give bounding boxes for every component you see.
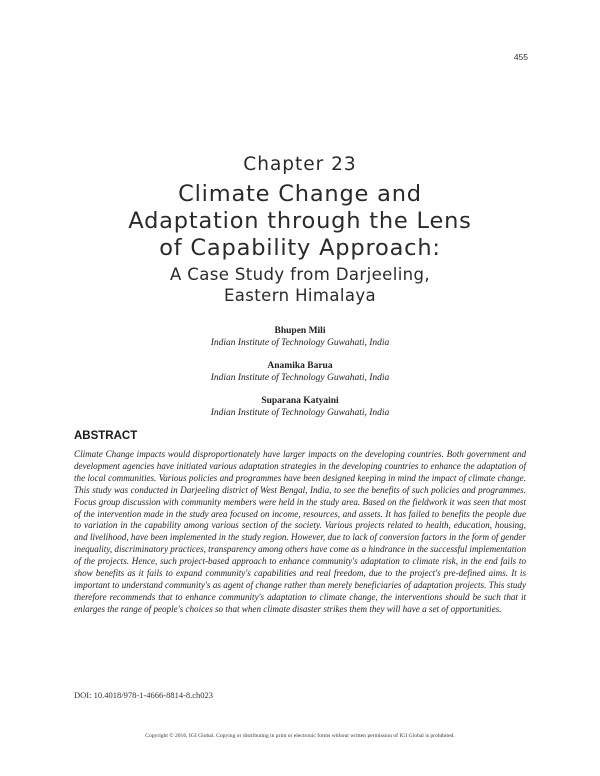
title-line: of Capability Approach: — [159, 235, 441, 261]
abstract-heading: ABSTRACT — [74, 430, 138, 442]
subtitle-line: Eastern Himalaya — [223, 286, 377, 305]
author-block — [0, 325, 600, 349]
title-line: Climate Change and — [178, 181, 422, 207]
author-block — [0, 395, 600, 419]
subtitle-line: A Case Study from Darjeeling, — [169, 265, 431, 284]
author-block — [0, 360, 600, 384]
chapter-subtitle — [0, 264, 600, 306]
author-affiliation: Indian Institute of Technology Guwahati, India — [210, 338, 390, 348]
copyright-notice: Copyright © 2016, IGI Global. Copying or distributing in print or electronic forms without written permission of IGI Global is prohibited. — [145, 733, 455, 739]
author-list — [0, 325, 600, 430]
title-line: Adaptation through the Lens — [128, 208, 472, 234]
author-name: Anamika Barua — [267, 361, 333, 371]
abstract-text: Climate Change impacts would disproportionately have larger impacts on the developing countries. Both government and development agencies have initiated various adaptation strategies in the developing countries to enhance the adaptation of the local communities. Various policies and programmes have been designed keeping in mind the impact of climate change. This study was conducted in Darjeeling district of West Bengal, India, to see the benefits of such policies and programmes. Focus group discussion with community members were held in the study area. Based on the fieldwork it was seen that most of the intervention made in the study area focused on income, resources, and assets. It has failed to benefits the people due to variation in the capability among various section of the society. Various projects related to health, education, housing, and livelihood, have been implemented in the study region. However, due to lack of conversion factors in the form of gender inequality, discriminatory practices, transparency among others have come as a hindrance in the successful implementation of the projects. Hence, such project-based approach to enhance community's adaptation to climate risk, in the end fails to show benefits as it fails to expand community's capabilities and real freedom, due to the project's pre-defined aims. It is important to understand community's as agent of change rather than merely beneficiaries of adaptation projects. This study therefore recommends that to enhance community's adaptation to climate change, the interventions should be such that it enlarges the range of people's choices so that when climate disaster strikes them they will have a set of opportunities. — [74, 449, 526, 614]
page-number: 455 — [513, 52, 528, 62]
author-affiliation: Indian Institute of Technology Guwahati, India — [210, 373, 390, 383]
chapter-title — [0, 181, 600, 262]
author-affiliation: Indian Institute of Technology Guwahati, India — [210, 408, 390, 418]
chapter-label: Chapter 23 — [243, 154, 357, 175]
author-name: Suparana Katyaini — [261, 396, 339, 406]
doi-text: DOI: 10.4018/978-1-4666-8814-8.ch023 — [74, 690, 214, 700]
author-name: Bhupen Mili — [274, 326, 326, 336]
